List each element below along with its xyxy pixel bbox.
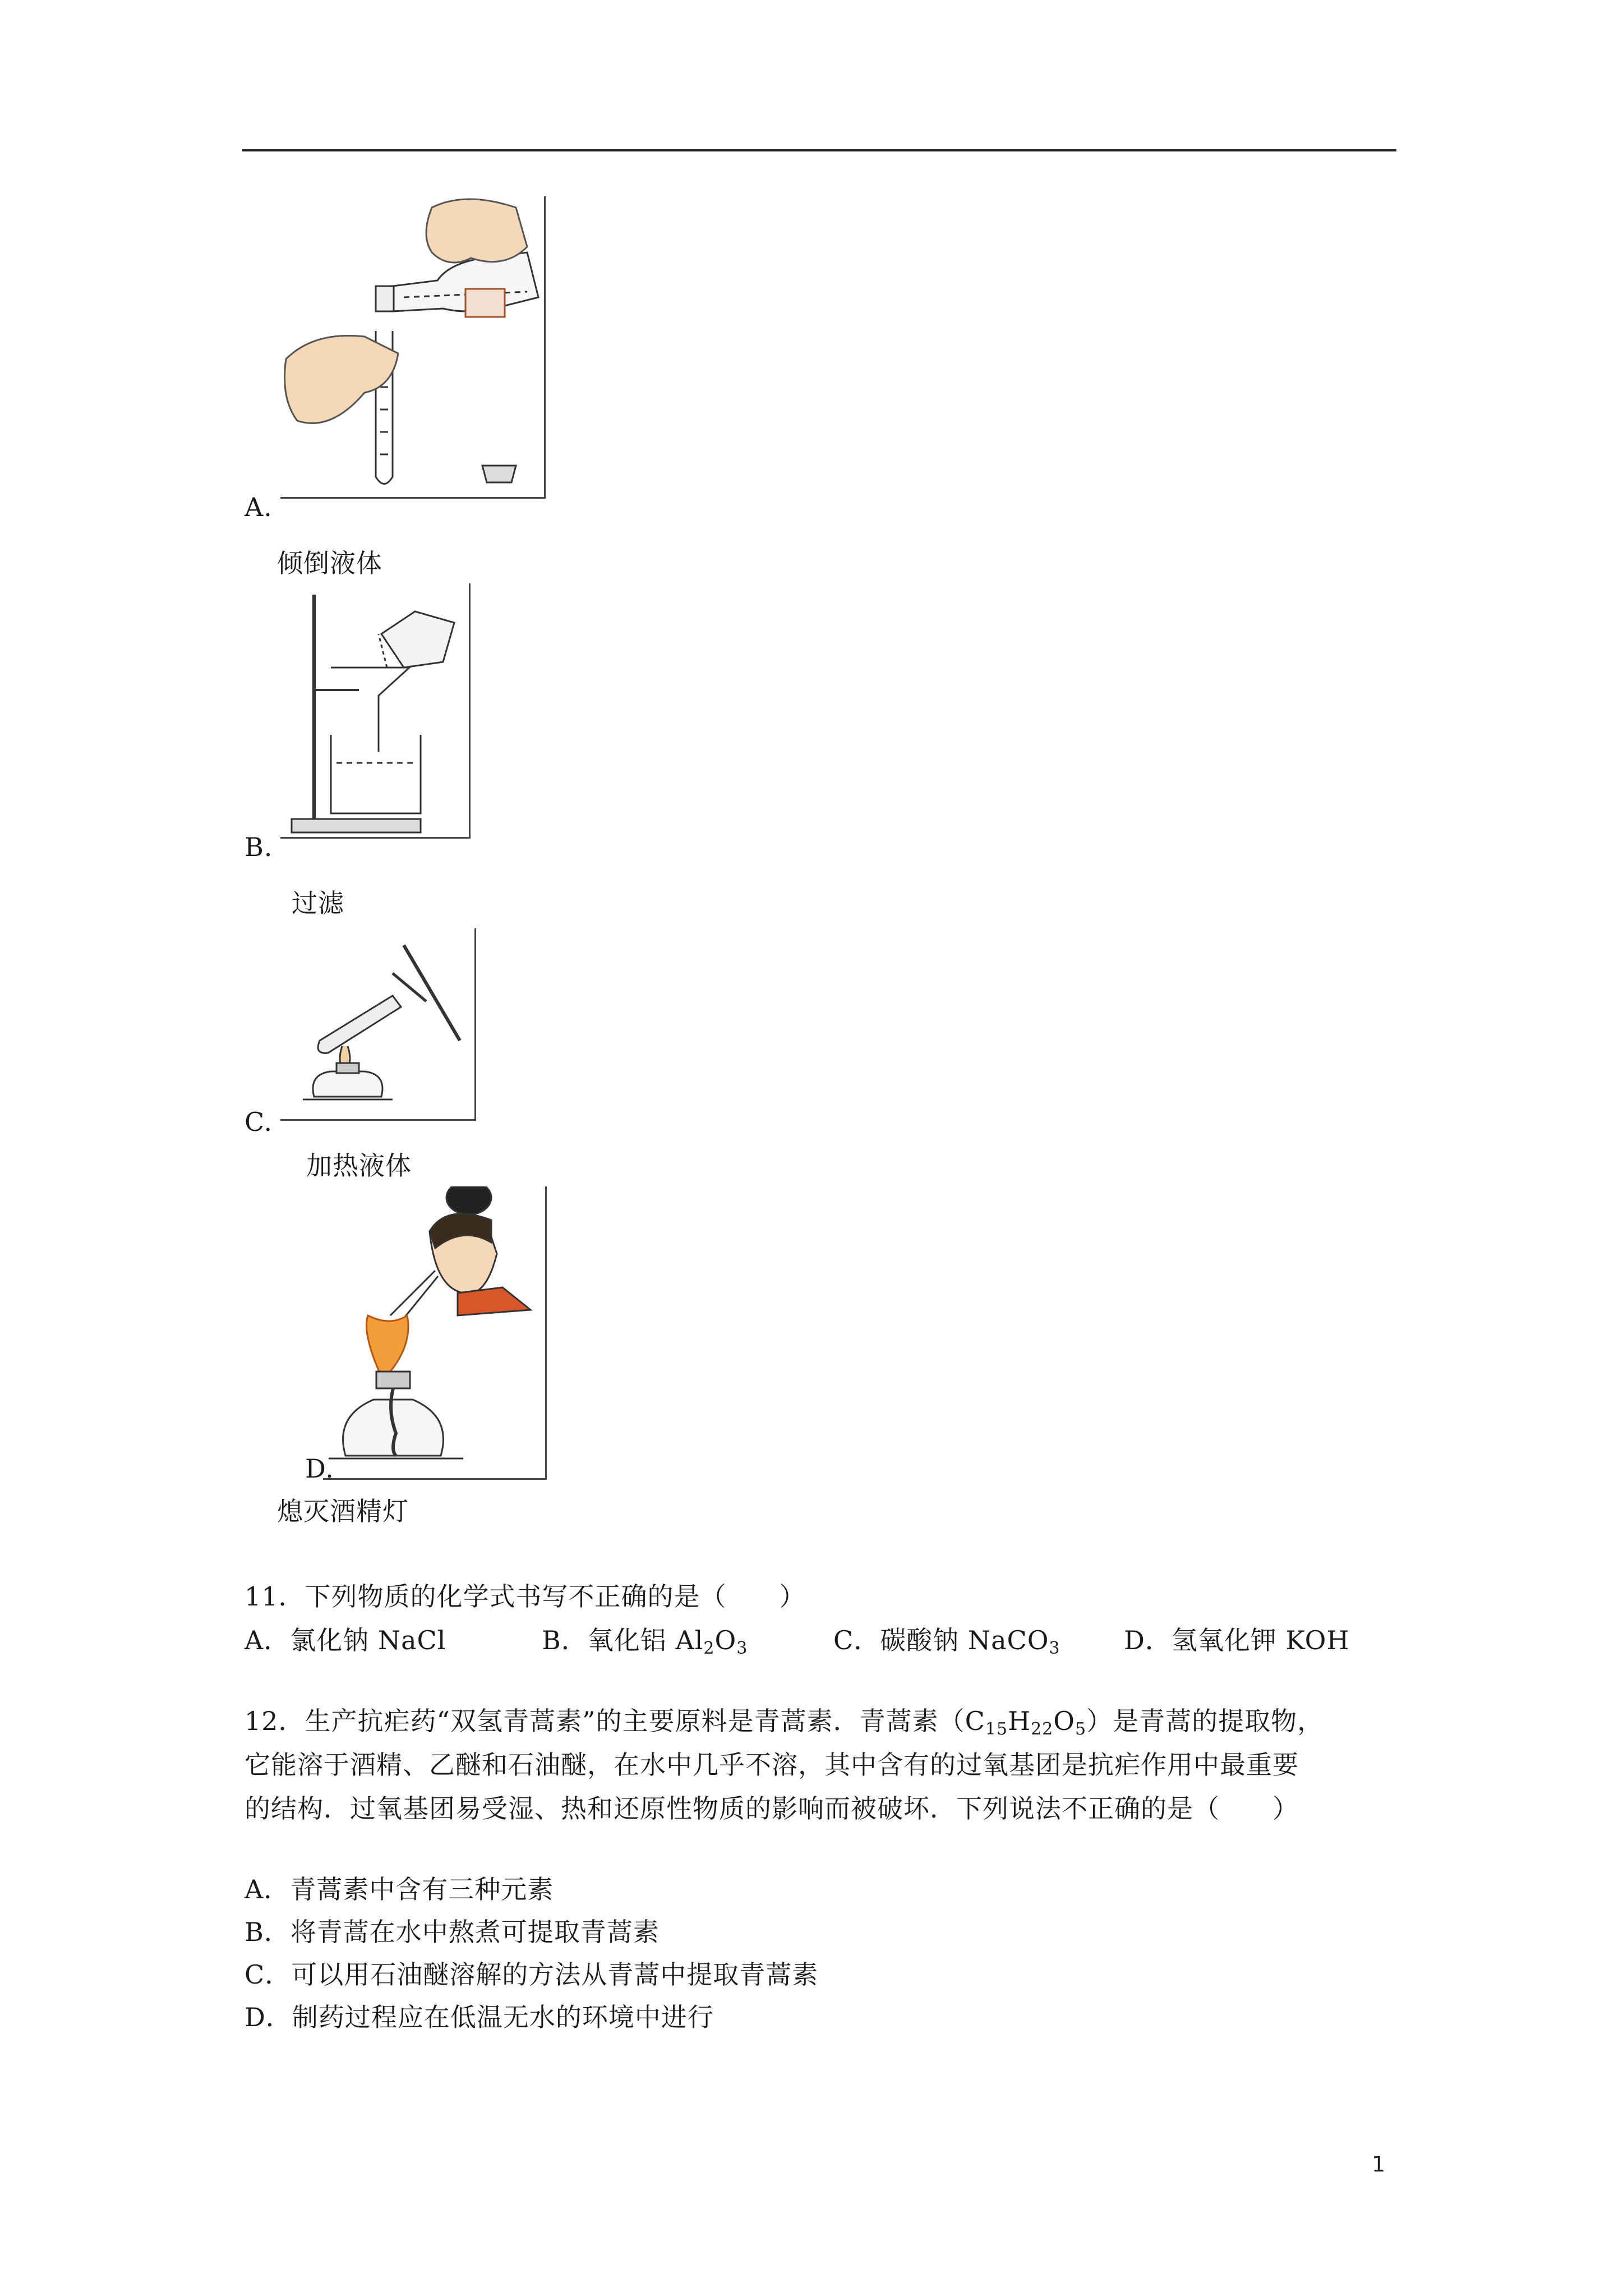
q11-stem: 11．下列物质的化学式书写不正确的是（ ） xyxy=(245,1581,806,1612)
option-letter-b: B. xyxy=(245,832,273,862)
heating-liquid-figure xyxy=(280,928,476,1121)
q12-option-a: A．青蒿素中含有三种元素 xyxy=(245,1874,554,1904)
q12-line-1: 12．生产抗疟药“双氢青蒿素”的主要原料是青蒿素．青蒿素$(C_{15}H_{22}O_5)$是青蒿的提取物， xyxy=(245,1706,1324,1739)
q12-option-d: D．制药过程应在低温无水的环境中进行 xyxy=(245,2002,714,2032)
q11-option-d: D．氢氧化钾 KOH xyxy=(1124,1625,1350,1655)
option-letter-d: D. xyxy=(305,1453,334,1484)
extinguish-lamp-figure xyxy=(323,1186,547,1480)
q12-line-3: 的结构．过氧基团易受湿、热和还原性物质的影响而被破坏．下列说法不正确的是（ ） xyxy=(245,1793,1299,1824)
caption-a: 倾倒液体 xyxy=(277,548,382,578)
q12-option-c: C．可以用石油醚溶解的方法从青蒿中提取青蒿素 xyxy=(245,1959,819,1990)
q11-option-c: C．碳酸钠 NaCO$_3$ xyxy=(833,1625,1061,1658)
caption-c: 加热液体 xyxy=(306,1151,412,1181)
option-letter-a: A. xyxy=(245,492,273,522)
q11-option-b: B．氧化铝 $Al_2O_3$ xyxy=(542,1625,748,1658)
page-number: 1 xyxy=(1372,2152,1386,2177)
header-rule xyxy=(242,149,1396,151)
option-letter-c: C. xyxy=(245,1107,273,1137)
filtration-figure xyxy=(280,583,471,839)
q12-option-b: B．将青蒿在水中熬煮可提取青蒿素 xyxy=(245,1917,660,1947)
caption-d: 熄灭酒精灯 xyxy=(277,1496,409,1526)
caption-b: 过滤 xyxy=(292,888,344,918)
q12-line-2: 它能溶于酒精、乙醚和石油醚，在水中几乎不溶，其中含有的过氧基团是抗疟作用中最重要 xyxy=(245,1750,1299,1780)
pour-liquid-figure xyxy=(280,196,546,499)
q11-option-a: A．氯化钠 NaCl xyxy=(245,1625,446,1655)
